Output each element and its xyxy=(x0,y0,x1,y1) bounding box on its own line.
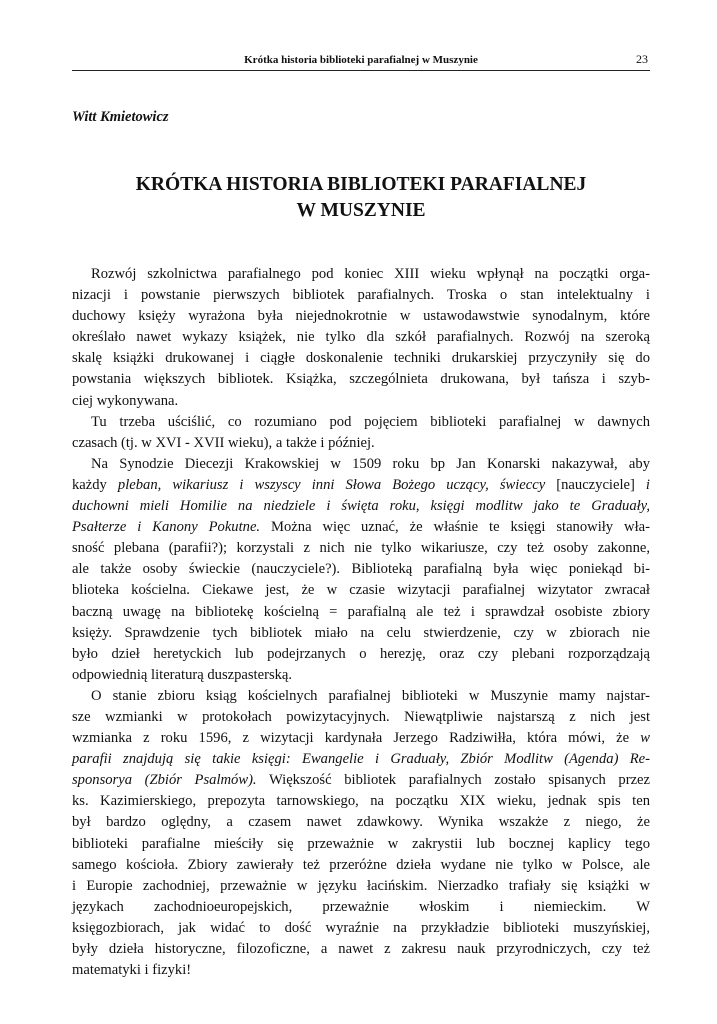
text-segment: ciej wykonywana. xyxy=(72,392,179,409)
page-header xyxy=(72,48,650,71)
title-line: KRÓTKA HISTORIA BIBLIOTEKI PARAFIALNEJ xyxy=(135,174,587,195)
text-line xyxy=(72,433,650,454)
text-line xyxy=(72,876,650,897)
text-line xyxy=(72,496,650,517)
text-line xyxy=(72,264,650,285)
text-segment: duchowy księży wyrażona była niejednokrotnie w ustawodawstwie synodalnym, które xyxy=(72,308,650,325)
text-segment: wzmianka z roku 1596, z wizytacji kardynała Jerzego Radziwiłła, która mówi, że xyxy=(72,730,641,747)
text-segment: baczną uwagę na bibliotekę kościelną = parafialną ale też i sprawdzał osobiste zbiory xyxy=(72,603,650,620)
text-line xyxy=(72,897,650,918)
italic-segment: pleban, wikariusz i wszyscy inni Słowa Bożego uczący, świeccy xyxy=(117,476,546,493)
text-line xyxy=(72,306,650,327)
text-line xyxy=(72,475,650,496)
text-line xyxy=(72,812,650,833)
article-title xyxy=(72,172,650,224)
italic-segment: duchowni mieli Homilie na niedziele i święta roku, księgi modlitw jako te Graduały, xyxy=(72,498,650,515)
text-segment: księży. Sprawdzenie tych bibliotek miało na celu stwierdzenie, czy w zbiorach nie xyxy=(72,624,650,641)
text-line xyxy=(72,538,650,559)
text-segment: powstania większych bibliotek. Książka, szczególnieta drukowana, był tańsza i szyb- xyxy=(72,371,650,388)
text-segment: nizacji i powstanie pierwszych bibliotek parafialnych. Troska o stan intelektualny i xyxy=(72,287,650,304)
italic-segment: parafii znajdują się takie księgi: Ewangelie i Graduały, Zbiór Modlitw (Agenda) Re- xyxy=(72,751,650,768)
text-line xyxy=(72,517,650,538)
text-line xyxy=(72,412,650,433)
article-body xyxy=(72,264,650,981)
text-line xyxy=(72,728,650,749)
text-line xyxy=(72,834,650,855)
text-segment: i Europie zachodniej, przeważnie w języku łacińskim. Nierzadko trafiały się książki w xyxy=(72,877,650,894)
text-line xyxy=(72,770,650,791)
text-line xyxy=(72,285,650,306)
text-line xyxy=(72,602,650,623)
text-segment: biblioteki parafialne mieściły się przeważnie w zakrystii lub bocznej kaplicy tego xyxy=(72,835,650,852)
text-segment: samego kościoła. Zbiory zawierały też przeróżne dzieła wydane nie tylko w Polsce, ale xyxy=(72,856,650,873)
text-line xyxy=(72,960,650,981)
text-segment: Można więc uznać, że właśnie te księgi stanowiły wła- xyxy=(260,519,650,536)
italic-segment: i xyxy=(645,476,650,493)
page-number: 23 xyxy=(636,52,648,66)
italic-segment: sponsorya (Zbiór Psalmów). xyxy=(72,772,257,789)
text-line xyxy=(72,454,650,475)
title-line: W MUSZYNIE xyxy=(296,200,426,221)
text-line xyxy=(72,707,650,728)
text-segment: [nauczyciele] xyxy=(545,476,646,493)
text-segment: każdy xyxy=(72,476,118,493)
text-line xyxy=(72,623,650,644)
text-segment: czasach (tj. w XVI - XVII wieku), a także i później. xyxy=(72,434,375,451)
text-line xyxy=(72,580,650,601)
text-line xyxy=(72,348,650,369)
text-line xyxy=(72,369,650,390)
text-segment: było dzieł heretyckich lub podejrzanych o herezję, oraz czy plebani rozporządzają xyxy=(72,645,650,662)
text-line xyxy=(72,686,650,707)
text-segment: Tu trzeba uściślić, co rozumiano pod pojęciem biblioteki parafialnej w dawnych xyxy=(91,413,650,430)
text-segment: językach zachodnioeuropejskich, przeważnie włoskim i niemieckim. W xyxy=(72,898,650,915)
text-line xyxy=(72,791,650,812)
text-line xyxy=(72,559,650,580)
text-segment: O stanie zbioru ksiąg kościelnych parafialnej biblioteki w Muszynie mamy najstar- xyxy=(91,687,650,704)
text-segment: sność plebana (parafii?); korzystali z nich nie tylko wikariusze, czy też osoby zakonne, xyxy=(72,540,650,557)
text-line xyxy=(72,391,650,412)
text-segment: skalę książki drukowanej i ciągłe doskonalenie techniki drukarskiej przyczyniły się do xyxy=(72,350,650,367)
text-line xyxy=(72,749,650,770)
text-line xyxy=(72,918,650,939)
text-segment: odpowiednią literaturą duszpasterską. xyxy=(72,666,293,683)
author-name: Witt Kmietowicz xyxy=(72,109,169,125)
text-segment: były dzieła historyczne, filozoficzne, a nawet z zakresu nauk przyrodniczych, czy też xyxy=(72,941,650,957)
text-segment: Na Synodzie Diecezji Krakowskiej w 1509 roku bp Jan Konarski nakazywał, aby xyxy=(91,455,650,472)
text-line xyxy=(72,327,650,348)
text-segment: określało nawet wykazy książek, nie tylko dla szkół parafialnych. Rozwój na szeroką xyxy=(72,329,650,346)
text-segment: księgozbiorach, jak widać to dość wyraźnie na przykładzie biblioteki muszyńskiej, xyxy=(72,919,650,936)
text-segment: sze wzmianki w protokołach powizytacyjnych. Niewątpliwie najstarszą z nich jest xyxy=(72,708,650,725)
italic-segment: Psałterze i Kanony Pokutne. xyxy=(72,519,261,536)
text-line xyxy=(72,855,650,876)
text-line xyxy=(72,644,650,665)
text-segment: Większość bibliotek parafialnych zostało spisanych przez xyxy=(256,772,651,789)
text-line xyxy=(72,665,650,686)
text-segment: matematyki i fizyki! xyxy=(72,962,192,979)
text-segment: ale także osoby świeckie (nauczyciele?). Biblioteką parafialną była więc poniekąd bi- xyxy=(72,561,650,578)
text-segment: ks. Kazimierskiego, prepozyta tarnowskiego, na początku XIX wieku, jednak spis ten xyxy=(72,793,650,810)
running-title: Krótka historia biblioteki parafialnej w Muszynie xyxy=(244,54,478,66)
text-line xyxy=(72,939,650,960)
text-segment: blioteka kościelna. Ciekawe jest, że w czasie wizytacji parafialnej wizytator zwracał xyxy=(72,582,650,599)
text-segment: Rozwój szkolnictwa parafialnego pod koniec XIII wieku wpłynął na początki orga- xyxy=(91,266,650,282)
text-segment: był bardzo oględny, a czasem nawet zdawkowy. Wynika wszakże z niego, że xyxy=(72,814,650,831)
italic-segment: w xyxy=(640,730,650,747)
